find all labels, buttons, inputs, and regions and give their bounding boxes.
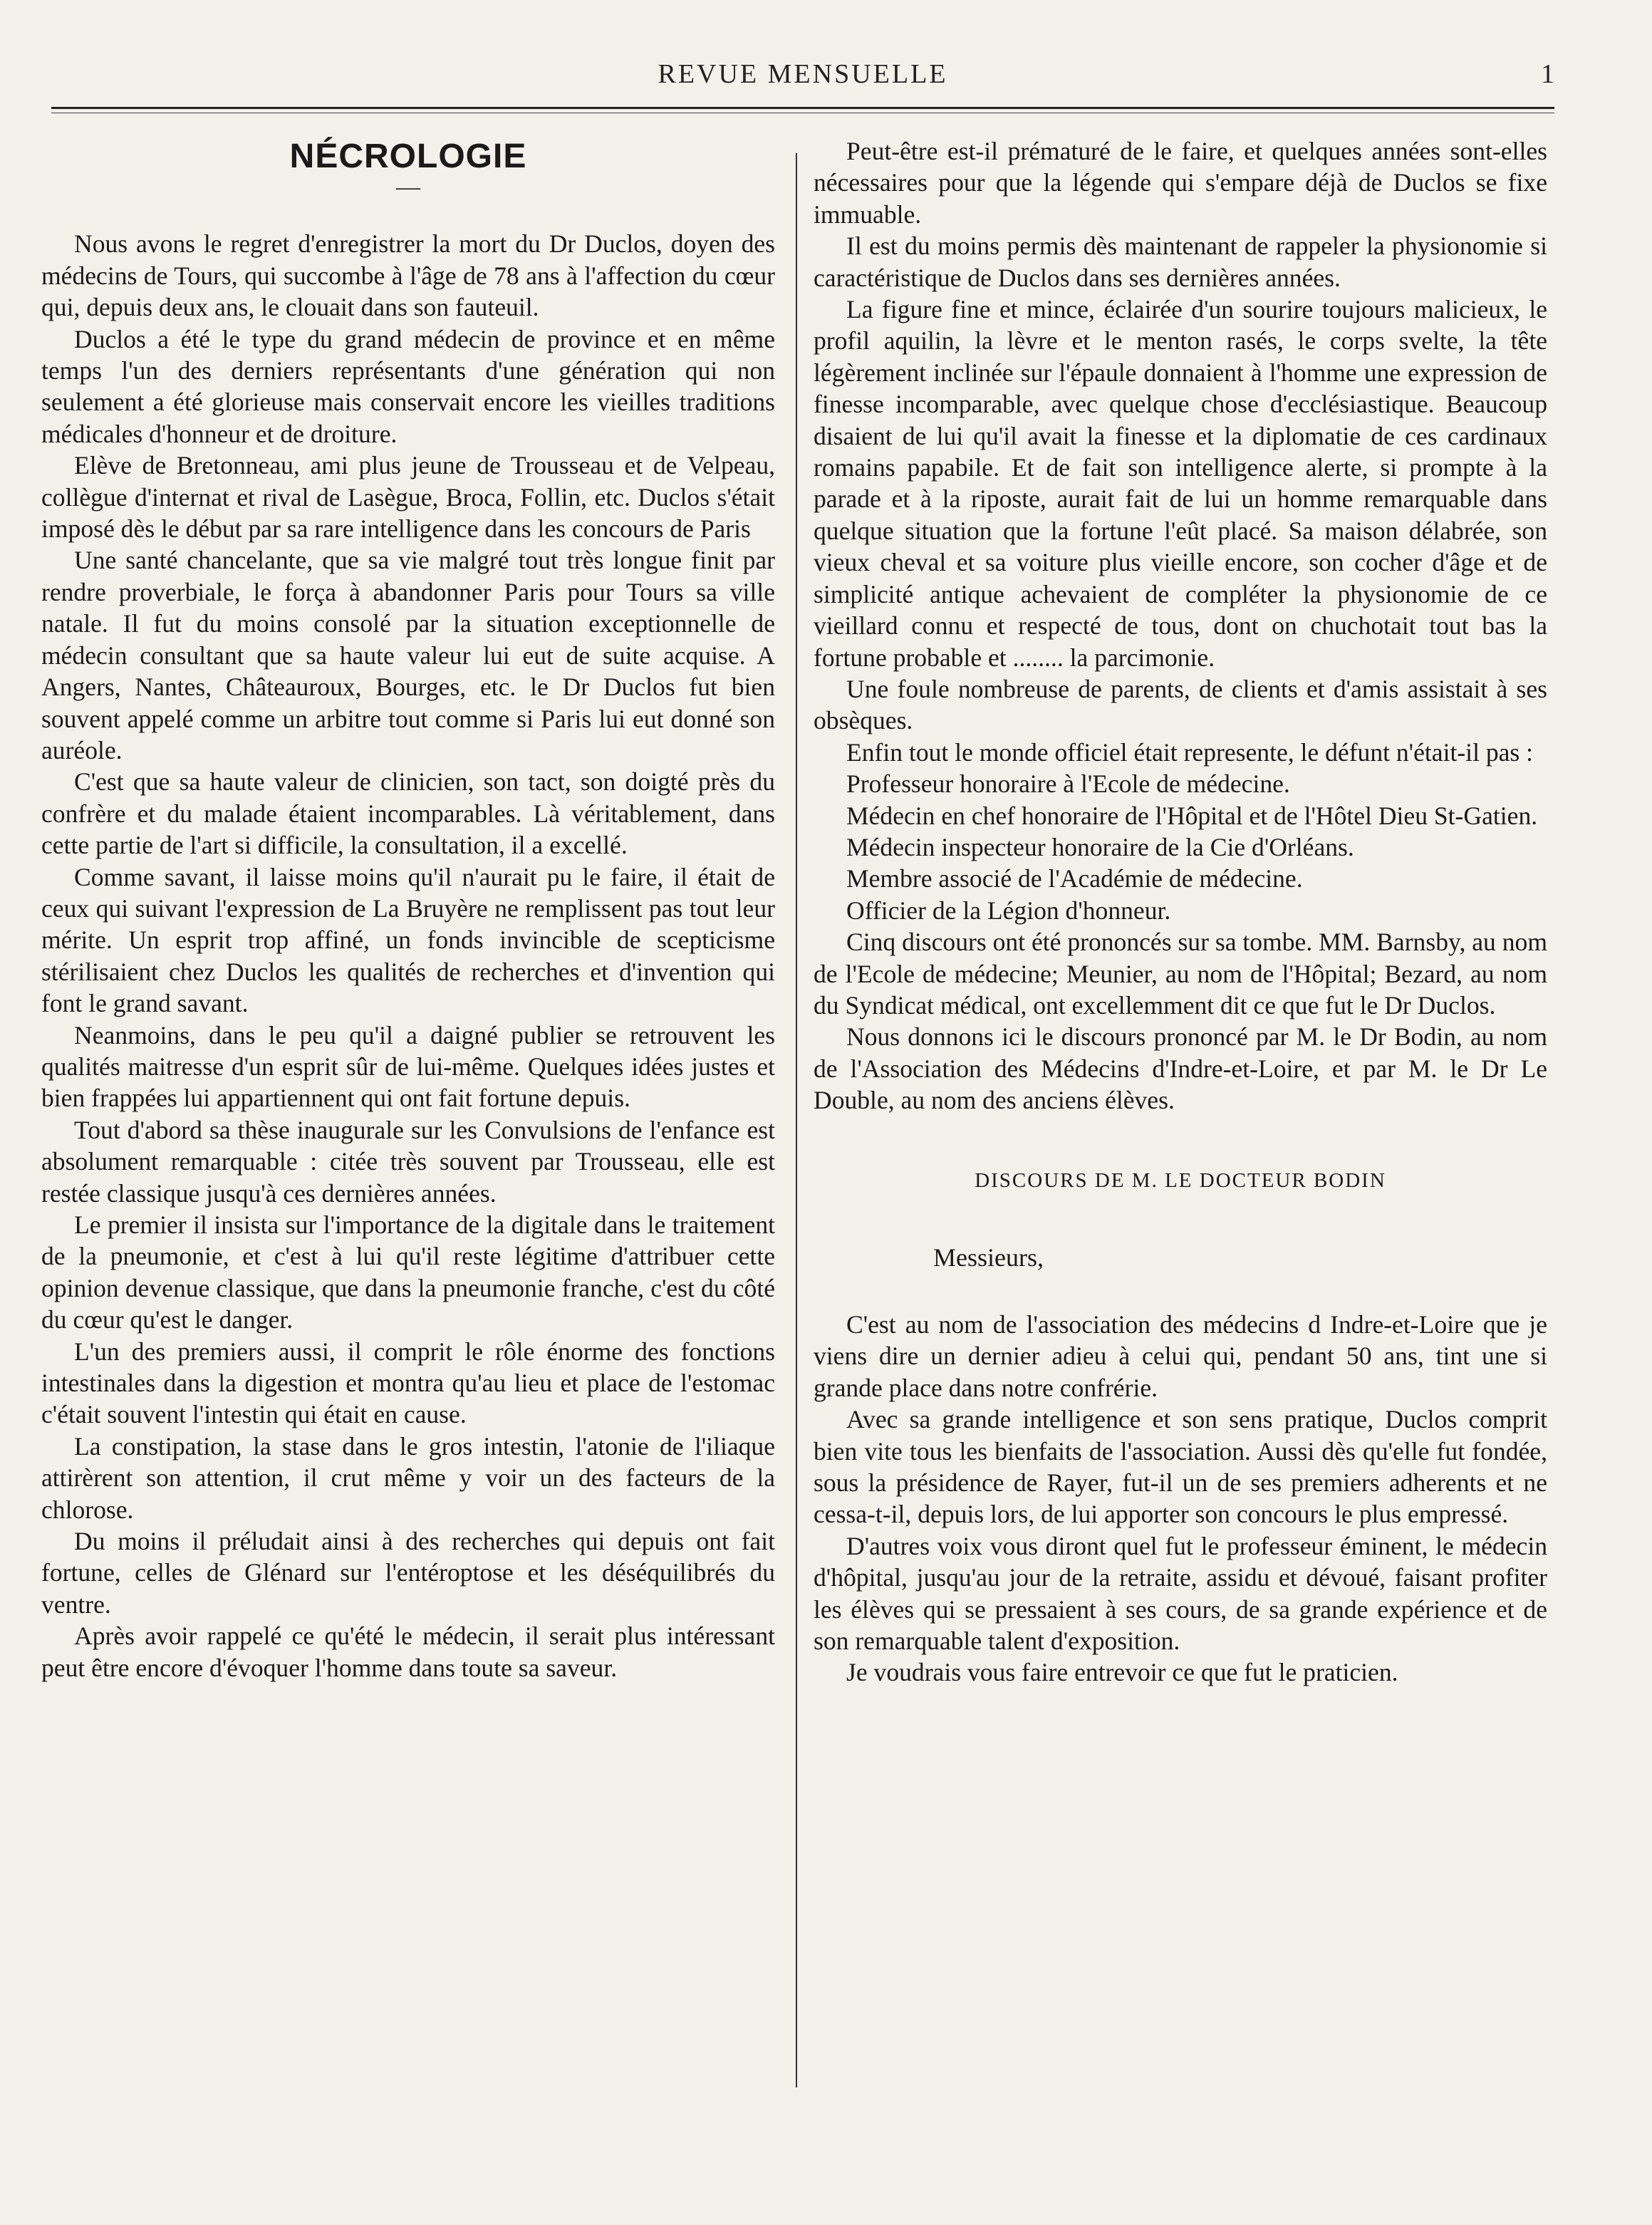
paragraph: Une foule nombreuse de parents, de clients et d'amis assistait à ses obsèques. (814, 674, 1547, 735)
paragraph: Une santé chancelante, que sa vie malgré tout très longue finit par rendre proverbiale, le força à abandonner Paris pour Tours sa ville natale. Il fut du moins consolé par la situation exceptionnelle de médecin consultant que sa haute valeur lui eut de suite acquise. A Angers, Nantes, Châteauroux, Bourges, etc. le Dr Duclos fut bien souvent appelé comme un arbitre tout comme si Paris lui eut donné son auréole. (41, 546, 775, 764)
running-title: REVUE MENSUELLE (658, 59, 948, 89)
paragraph: Tout d'abord sa thèse inaugurale sur les Convulsions de l'enfance est absolument remarquable : citée très souvent par Trousseau, elle est restée classique jusqu'à ces dernières années. (41, 1115, 775, 1208)
right-column (814, 135, 1547, 1689)
title-dash: — (396, 174, 420, 201)
paragraph: L'un des premiers aussi, il comprit le rôle énorme des fonctions intestinales dans la digestion et montra qu'au lieu et place de l'estomac c'était souvent l'intestin qui était en cause. (41, 1337, 775, 1429)
paragraph: Nous avons le regret d'enregistrer la mort du Dr Duclos, doyen des médecins de Tours, qui succombe à l'âge de 78 ans à l'affection du cœur qui, depuis deux ans, le clouait dans son fauteuil. (41, 229, 775, 322)
paragraph: Après avoir rappelé ce qu'été le médecin, il serait plus intéressant peut être encore d'évoquer l'homme dans toute sa saveur. (41, 1622, 775, 1682)
column-divider (796, 153, 797, 2087)
honor-item: Professeur honoraire à l'Ecole de médecine. (846, 769, 1290, 799)
paragraph: La constipation, la stase dans le gros intestin, l'atonie de l'iliaque attirèrent son attention, il crut même y voir un des facteurs de la chlorose. (41, 1431, 775, 1524)
paragraph: Neanmoins, dans le peu qu'il a daigné publier se retrouvent les qualités maitresse d'un esprit sûr de lui-même. Quelques idées justes et bien frappées lui appartiennent qui ont fait fortune depuis. (41, 1020, 775, 1113)
paragraph: Cinq discours ont été prononcés sur sa tombe. MM. Barnsby, au nom de l'Ecole de médecine; Meunier, au nom de l'Hôpital; Bezard, au nom du Syndicat médical, ont excellemment dit ce que fut le Dr Duclos. (814, 928, 1547, 1020)
honor-item: Médecin inspecteur honoraire de la Cie d'Orléans. (846, 832, 1354, 861)
speech-heading: DISCOURS DE M. LE DOCTEUR BODIN (975, 1168, 1386, 1192)
paragraph: Le premier il insista sur l'importance de la digitale dans le traitement de la pneumonie, et c'est à lui qu'il reste légitime d'attribuer cette opinion devenue classique, que dans la pneumonie franche, c'est du côté du cœur qu'est le danger. (41, 1210, 775, 1334)
paragraph: Nous donnons ici le discours prononcé par M. le Dr Bodin, au nom de l'Association des Médecins d'Indre-et-Loire, et par M. le Dr Le Double, au nom des anciens élèves. (814, 1022, 1547, 1115)
paragraph: Comme savant, il laisse moins qu'il n'aurait pu le faire, il était de ceux qui suivant l'expression de La Bruyère ne remplissent pas tout leur mérite. Un esprit trop affiné, un fonds invincible de scepticisme stérilisaient chez Duclos les qualités de recherches et d'invention qui font le grand savant. (41, 862, 775, 1018)
paragraph: Elève de Bretonneau, ami plus jeune de Trousseau et de Velpeau, collègue d'internat et rival de Lasègue, Broca, Follin, etc. Duclos s'était imposé dès le début par sa rare intelligence dans les concours de Paris (41, 451, 775, 544)
speech-paragraph: D'autres voix vous diront quel fut le professeur éminent, le médecin d'hôpital, jusqu'au jour de la retraite, assidu et dévoué, faisant profiter les élèves qui se pressaient à ses cours, de sa grande expérience et de son remarquable talent d'exposition. (814, 1531, 1547, 1656)
paragraph: Du moins il préludait ainsi à des recherches qui depuis ont fait fortune, celles de Glénard sur l'entéroptose et les déséquilibrés du ventre. (41, 1527, 775, 1619)
paragraph: C'est que sa haute valeur de clinicien, son tact, son doigté près du confrère et du malade étaient incomparables. Là véritablement, dans cette partie de l'art si difficile, la consultation, il a excellé. (41, 767, 775, 860)
paragraph: Duclos a été le type du grand médecin de province et en même temps l'un des derniers représentants d'une génération qui non seulement a été glorieuse mais conservait encore les vieilles traditions médicales d'honneur et de droiture. (41, 324, 775, 448)
page-header (51, 58, 1554, 94)
paragraph: Peut-être est-il prématuré de le faire, et quelques années sont-elles nécessaires pour que la légende qui s'empare déjà de Duclos se fixe immuable. (814, 137, 1547, 229)
honor-item: Officier de la Légion d'honneur. (846, 896, 1171, 925)
header-rule (51, 107, 1554, 109)
speech-paragraph: C'est au nom de l'association des médecins d Indre-et-Loire que je viens dire un dernier adieu à celui qui, pendant 50 ans, tint une si grande place dans notre confrérie. (814, 1310, 1547, 1402)
paragraph: Il est du moins permis dès maintenant de rappeler la physionomie si caractéristique de Duclos dans ses dernières années. (814, 232, 1547, 292)
paragraph: La figure fine et mince, éclairée d'un sourire toujours malicieux, le profil aquilin, la lèvre et le menton rasés, le corps svelte, la tête légèrement inclinée sur l'épaule donnaient à l'homme une expression de finesse incomparable, avec quelque chose d'ecclésiastique. Beaucoup disaient de lui qu'il avait la finesse et la diplomatie de ces cardinaux romains papabile. Et de fait son intelligence alerte, si prompte à la parade et à la riposte, aurait fait de lui un homme remarquable dans quelque situation que la fortune l'eût placé. Sa maison délabrée, son vieux cheval et sa voiture plus vieille encore, son cocher d'âge et de simplicité antique achevaient de compléter la physionomie de ce vieillard connu et respecté de tous, dont on chuchotait tout bas la fortune probable et ........ la parcimonie. (814, 295, 1547, 672)
paragraph: Enfin tout le monde officiel était represente, le défunt n'était-il pas : (846, 737, 1534, 767)
article-title: NÉCROLOGIE (289, 138, 527, 175)
left-column (41, 135, 775, 1684)
page-number: 1 (1541, 59, 1554, 89)
honor-item: Membre associé de l'Académie de médecine. (846, 864, 1303, 893)
speech-salutation: Messieurs, (933, 1243, 1044, 1272)
honor-item: Médecin en chef honoraire de l'Hôpital et de l'Hôtel Dieu St-Gatien. (846, 801, 1538, 830)
speech-paragraph: Avec sa grande intelligence et son sens pratique, Duclos comprit bien vite tous les bienfaits de l'association. Aussi dès qu'elle fut fondée, sous la présidence de Rayer, fut-il un de ses premiers adherents et ne cessa-t-il, depuis lors, de lui apporter son concours le plus empressé. (814, 1405, 1547, 1529)
speech-paragraph: Je voudrais vous faire entrevoir ce que fut le praticien. (846, 1658, 1398, 1687)
